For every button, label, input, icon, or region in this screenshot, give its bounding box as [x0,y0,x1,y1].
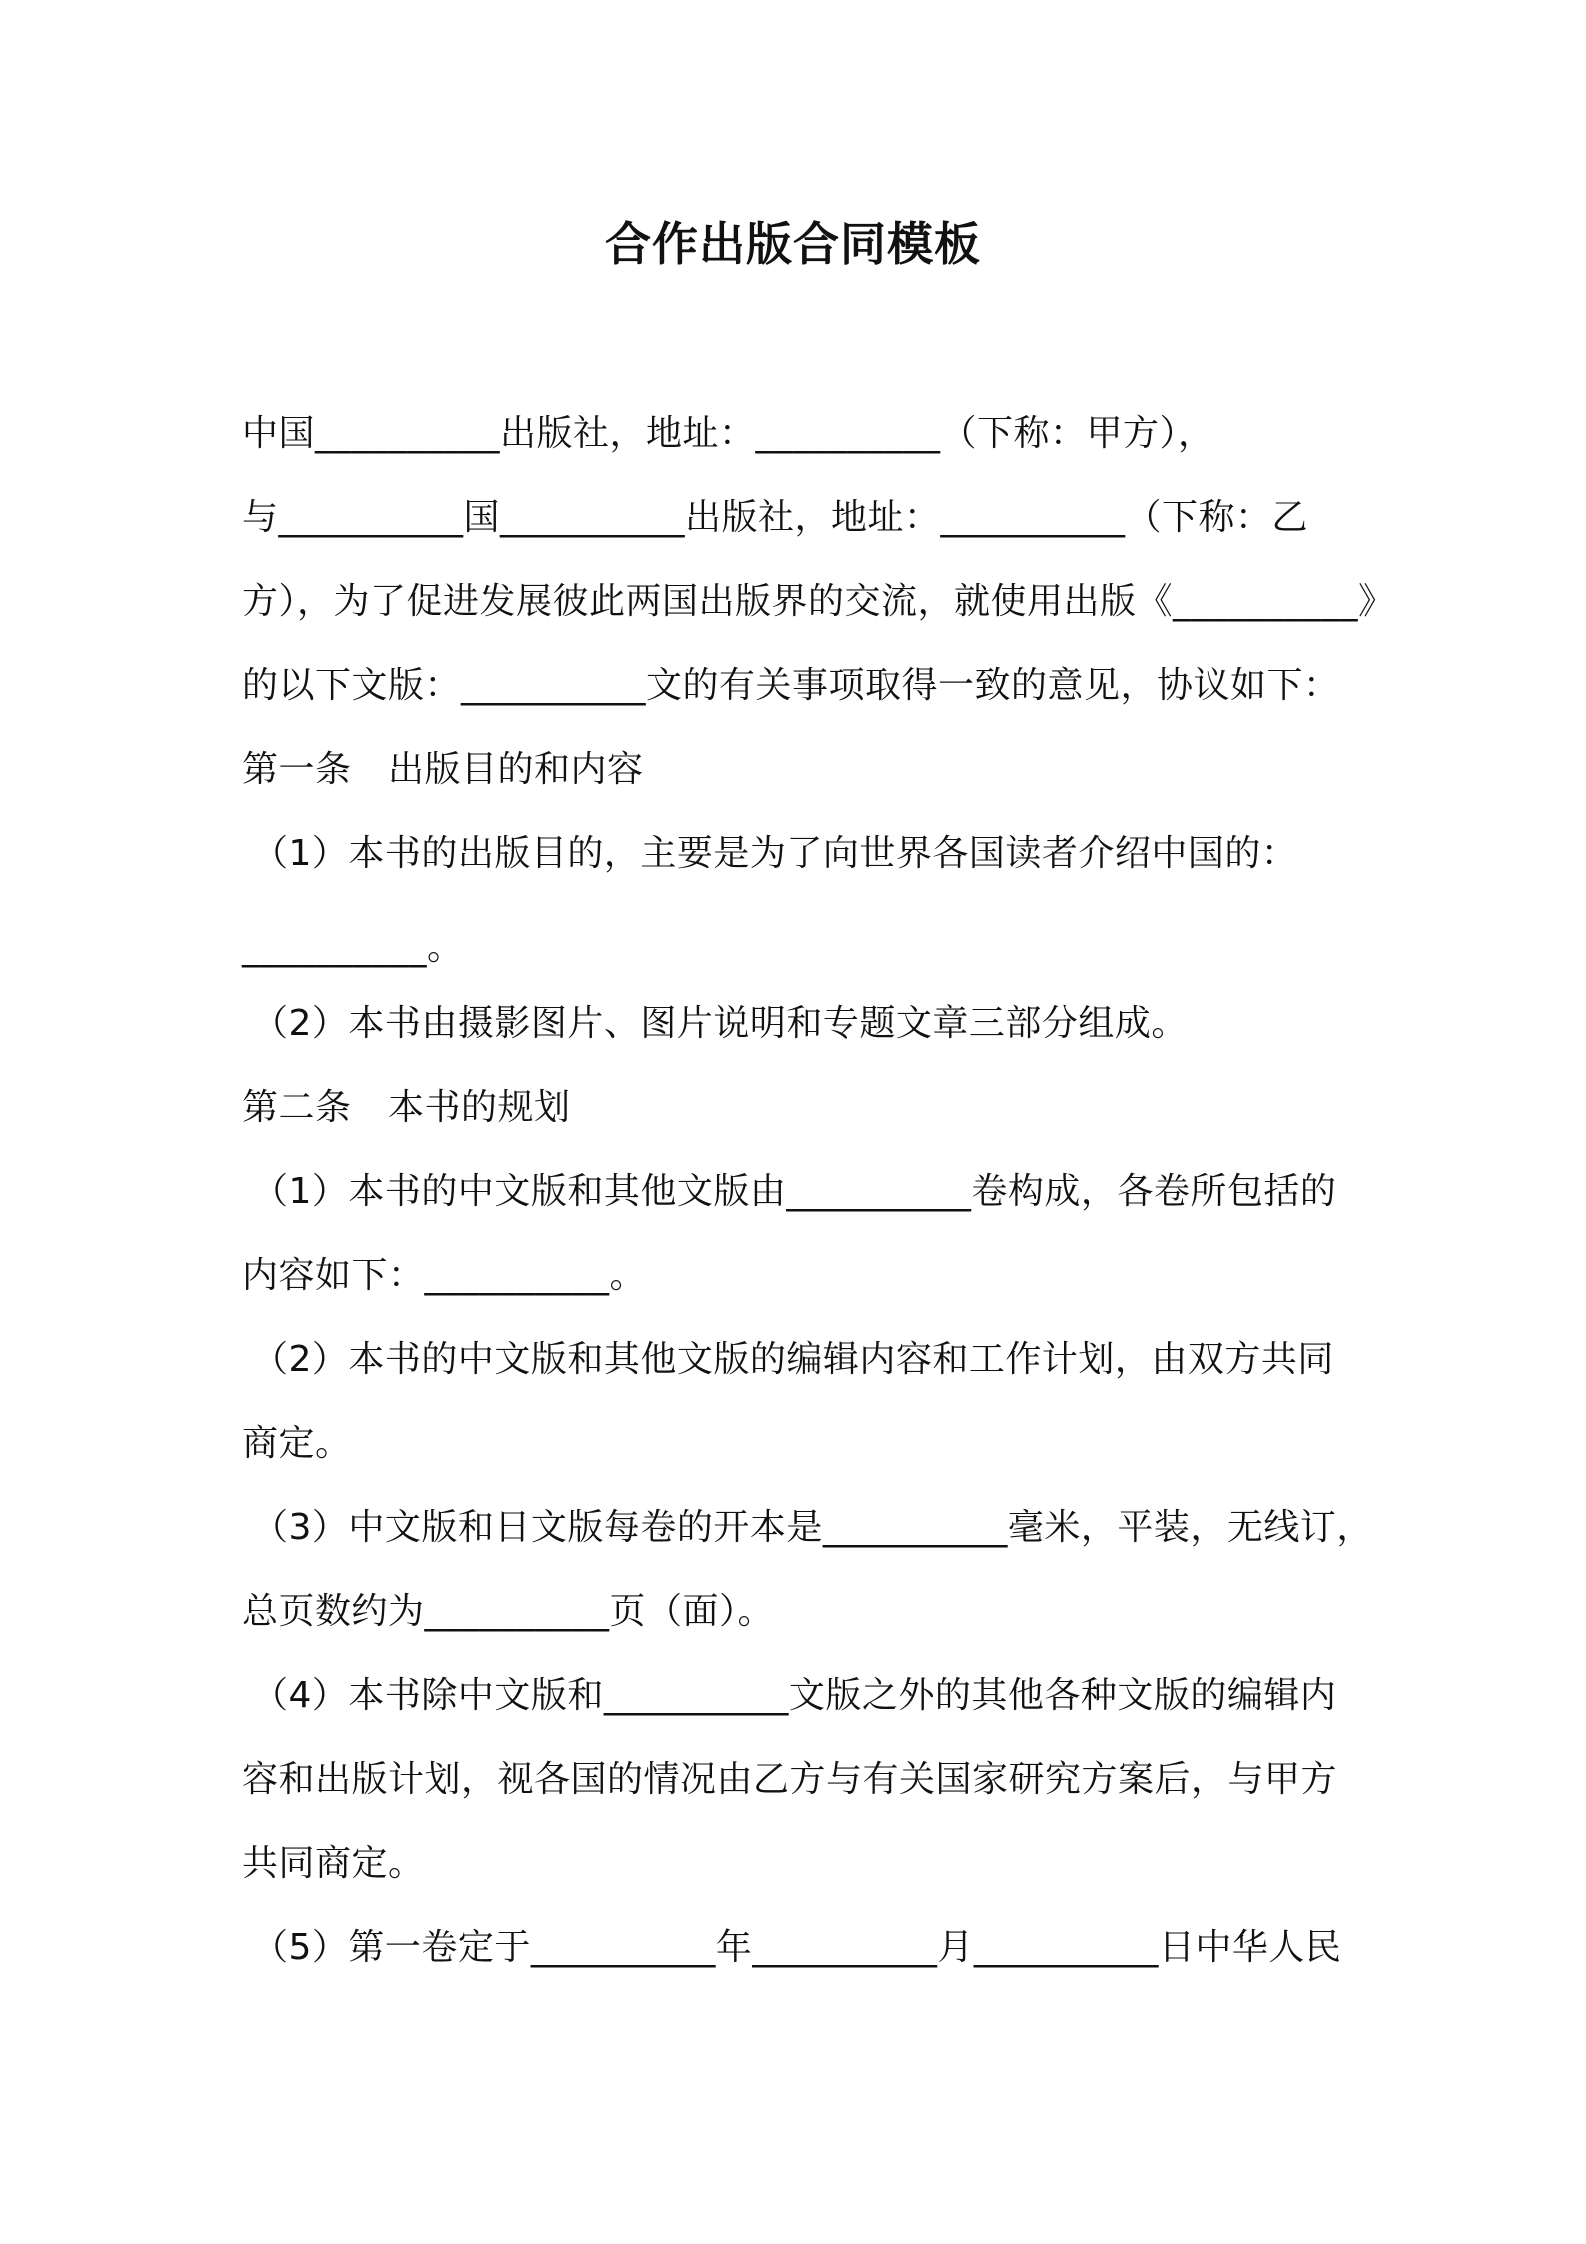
text-line: 容和出版计划，视各国的情况由乙方与有关国家研究方案后，与甲方 [242,1759,1338,1800]
text-line: 方），为了促进发展彼此两国出版界的交流，就使用出版《__________》 [242,581,1395,622]
text-line: （2）本书的中文版和其他文版的编辑内容和工作计划，由双方共同 [252,1339,1334,1380]
text-line: __________。 [242,927,464,968]
text-line: （1）本书的中文版和其他文版由__________卷构成，各卷所包括的 [252,1171,1337,1212]
text-line: （3）中文版和日文版每卷的开本是__________毫米，平装，无线订， [252,1507,1373,1548]
text-line: （5）第一卷定于__________年__________月__________日中华人民 [252,1927,1342,1968]
article-heading: 第一条 出版目的和内容 [242,749,644,790]
text-line: 共同商定。 [242,1843,425,1884]
text-line: （4）本书除中文版和__________文版之外的其他各种文版的编辑内 [252,1675,1337,1716]
document-title: 合作出版合同模板 [605,217,981,271]
text-line: 与__________国__________出版社，地址：__________（下称：乙 [242,497,1309,538]
text-line: 商定。 [242,1423,352,1464]
text-line: （2）本书由摄影图片、图片说明和专题文章三部分组成。 [252,1003,1188,1044]
text-line: 中国__________出版社，地址：__________（下称：甲方）， [242,413,1215,454]
text-line: 内容如下：__________。 [242,1255,647,1296]
text-line: （1）本书的出版目的，主要是为了向世界各国读者介绍中国的： [252,833,1298,874]
article-heading: 第二条 本书的规划 [242,1087,571,1128]
text-line: 总页数约为__________页（面）。 [242,1591,775,1632]
text-line: 的以下文版：__________文的有关事项取得一致的意见，协议如下： [242,665,1340,706]
